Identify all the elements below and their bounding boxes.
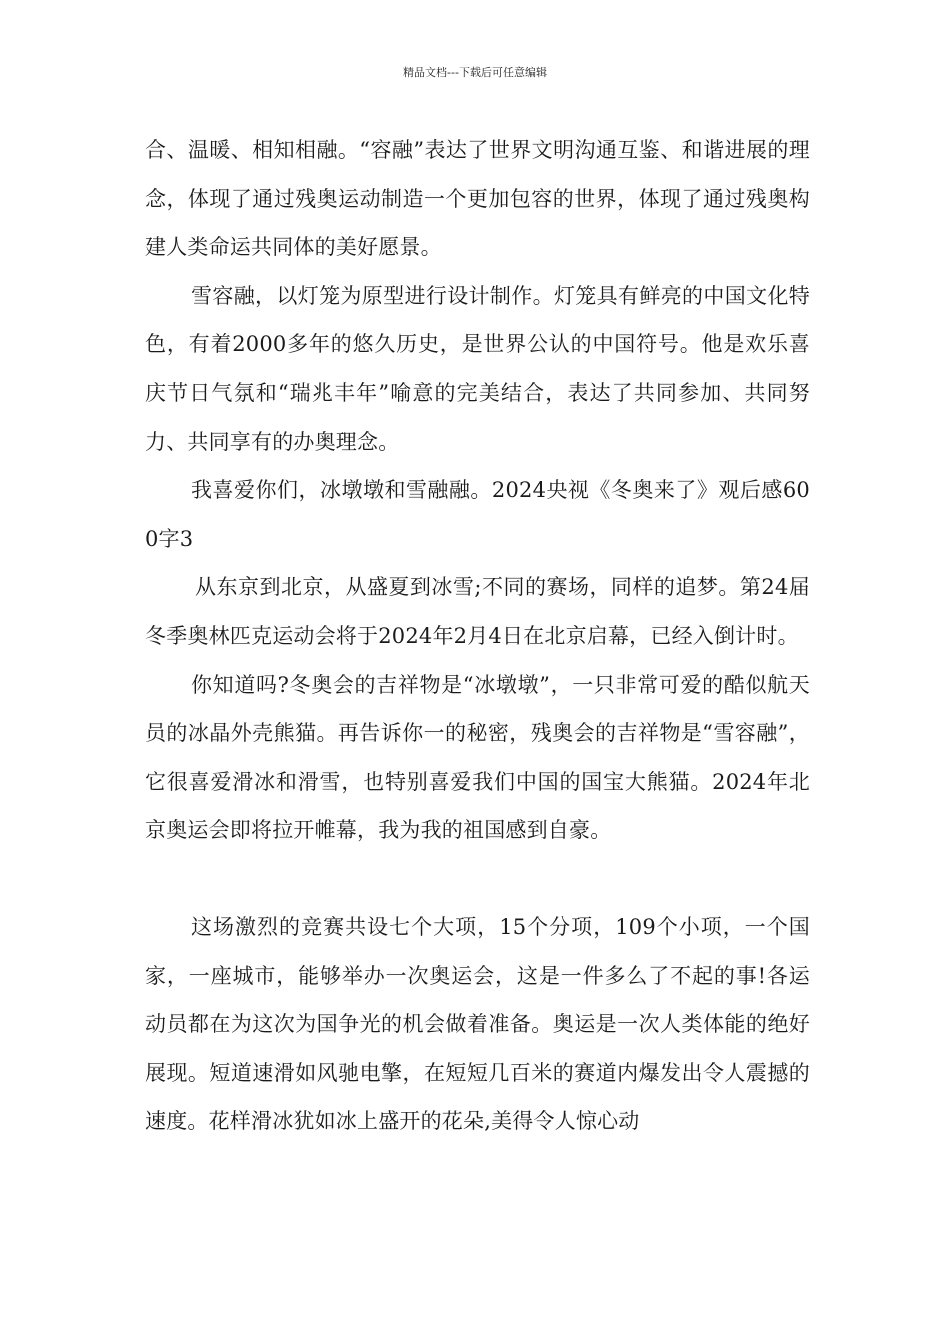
page-header: 精品文档---下载后可任意编辑 <box>403 66 547 79</box>
paragraph-spacer <box>145 855 810 903</box>
paragraph-tokyo-beijing: 从东京到北京，从盛夏到冰雪;不同的赛场，同样的追梦。第24届冬季奥林匹克运动会将于2024年2月4日在北京启幕，已经入倒计时。 <box>145 575 810 648</box>
paragraph-competition: 这场激烈的竞赛共设七个大项，15个分项，109个小项，一个国家，一座城市，能够举办一次奥运会，这是一件多么了不起的事!各运动员都在为这次为国争光的机会做着准备。奥运是一次人类体能的绝好展现。短道速滑如风驰电擎，在短短几百米的赛道内爆发出令人震撼的速度。花样滑冰犹如冰上盛开的花朵,美得令人惊心动 <box>145 914 810 1134</box>
document-body <box>145 126 810 1146</box>
paragraph-xuerongrong: 雪容融，以灯笼为原型进行设计制作。灯笼具有鲜亮的中国文化特色，有着2000多年的悠久历史，是世界公认的中国符号。他是欢乐喜庆节日气氛和“瑞兆丰年”喻意的完美结合，表达了共同参加、共同努力、共同享有的办奥理念。 <box>145 283 810 454</box>
paragraph-mascot: 你知道吗?冬奥会的吉祥物是“冰墩墩”，一只非常可爱的酷似航天员的冰晶外壳熊猫。再告诉你一的秘密，残奥会的吉祥物是“雪容融”，它很喜爱滑冰和滑雪，也特别喜爱我们中国的国宝大熊猫。2024年北京奥运会即将拉开帷幕，我为我的祖国感到自豪。 <box>145 672 810 843</box>
paragraph-title-line: 我喜爱你们，冰墩墩和雪融融。2024央视《冬奥来了》观后感600字3 <box>145 478 810 551</box>
paragraph-continuation: 合、温暖、相知相融。“容融”表达了世界文明沟通互鉴、和谐进展的理念，体现了通过残奥运动制造一个更加包容的世界，体现了通过残奥构建人类命运共同体的美好愿景。 <box>145 138 810 260</box>
